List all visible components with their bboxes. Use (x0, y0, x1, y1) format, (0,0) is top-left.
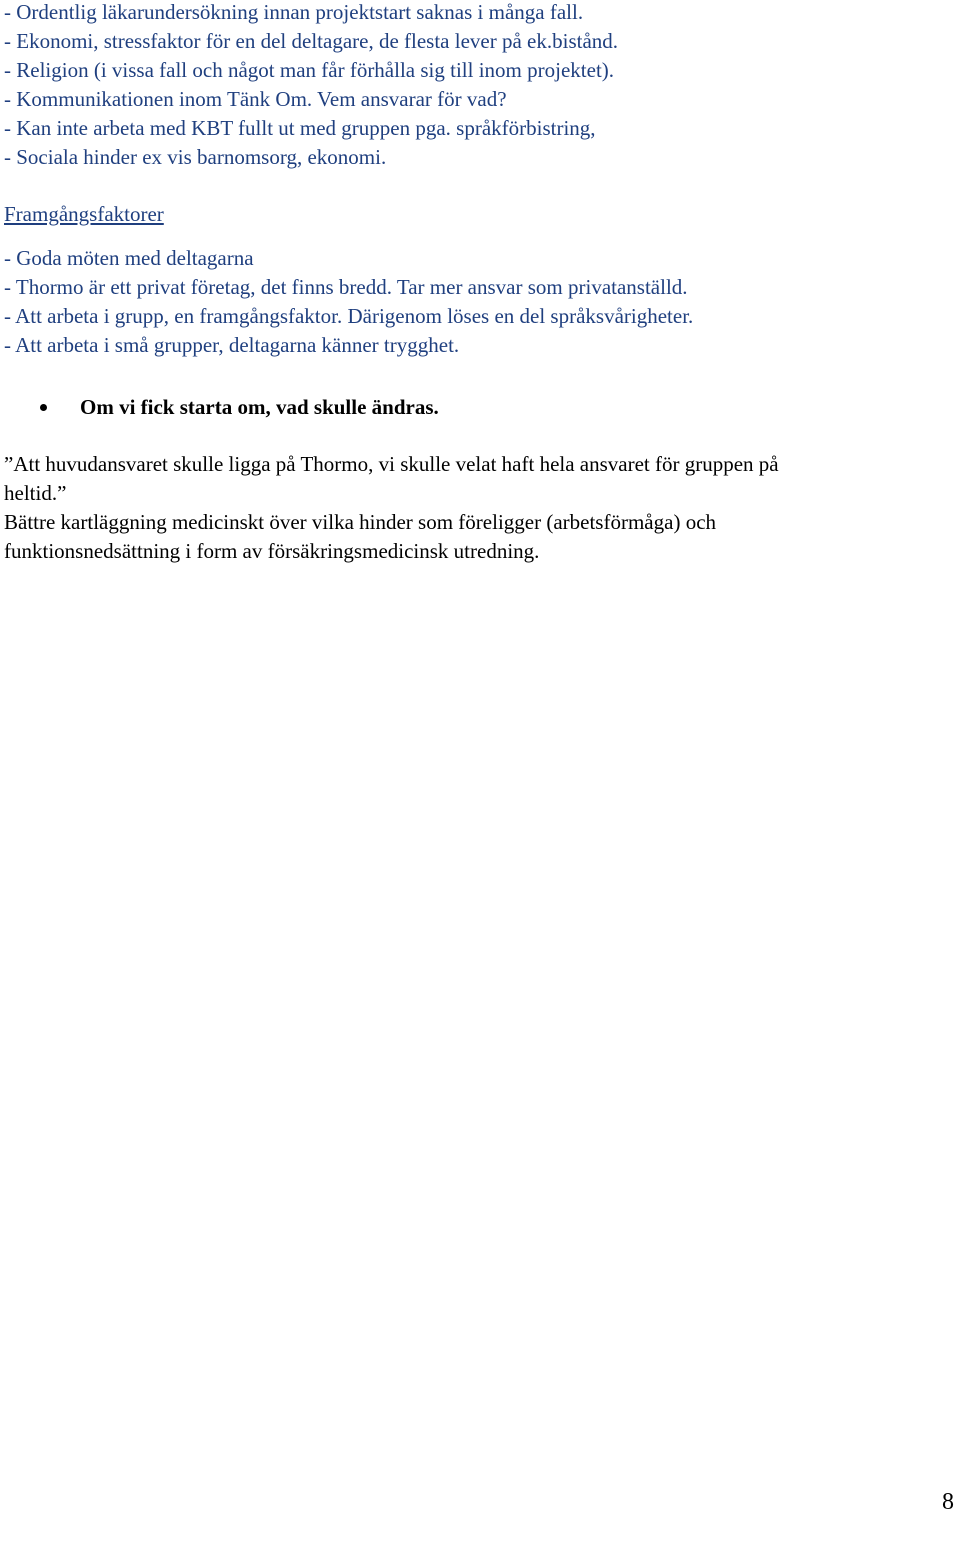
success-section (4, 200, 954, 229)
problem-item: - Ekonomi, stressfaktor för en del deltagare, de flesta lever på ek.bistånd. (4, 29, 619, 53)
answer-line: funktionsnedsättning i form av försäkringsmedicinsk utredning. (4, 539, 540, 563)
section-heading: Framgångsfaktorer (4, 202, 164, 226)
page-number: 8 (942, 1489, 954, 1515)
success-item: - Thormo är ett privat företag, det finns bredd. Tar mer ansvar som privatanställd. (4, 275, 688, 299)
problem-item: - Religion (i vissa fall och något man får förhålla sig till inom projektet). (4, 58, 615, 82)
problem-item: - Ordentlig läkarundersökning innan projektstart saknas i många fall. (4, 0, 584, 24)
success-list (4, 244, 954, 360)
problem-item: - Kommunikationen inom Tänk Om. Vem ansvarar för vad? (4, 87, 507, 111)
success-item: - Att arbeta i grupp, en framgångsfaktor. Därigenom löses en del språksvårigheter. (4, 304, 694, 328)
problem-item: - Kan inte arbeta med KBT fullt ut med gruppen pga. språkförbistring, (4, 116, 596, 140)
problems-list (4, 0, 954, 172)
success-item: - Att arbeta i små grupper, deltagarna känner trygghet. (4, 333, 460, 357)
answer-block (4, 450, 954, 566)
answer-line: Bättre kartläggning medicinskt över vilka hinder som föreligger (arbetsförmåga) och (4, 510, 717, 534)
success-item: - Goda möten med deltagarna (4, 246, 254, 270)
question-text: Om vi fick starta om, vad skulle ändras. (80, 395, 439, 419)
answer-line: heltid.” (4, 481, 67, 505)
problem-item: - Sociala hinder ex vis barnomsorg, ekonomi. (4, 145, 387, 169)
answer-line: ”Att huvudansvaret skulle ligga på Thormo, vi skulle velat haft hela ansvaret för gruppen på (4, 452, 779, 476)
bullet-icon (40, 404, 47, 411)
